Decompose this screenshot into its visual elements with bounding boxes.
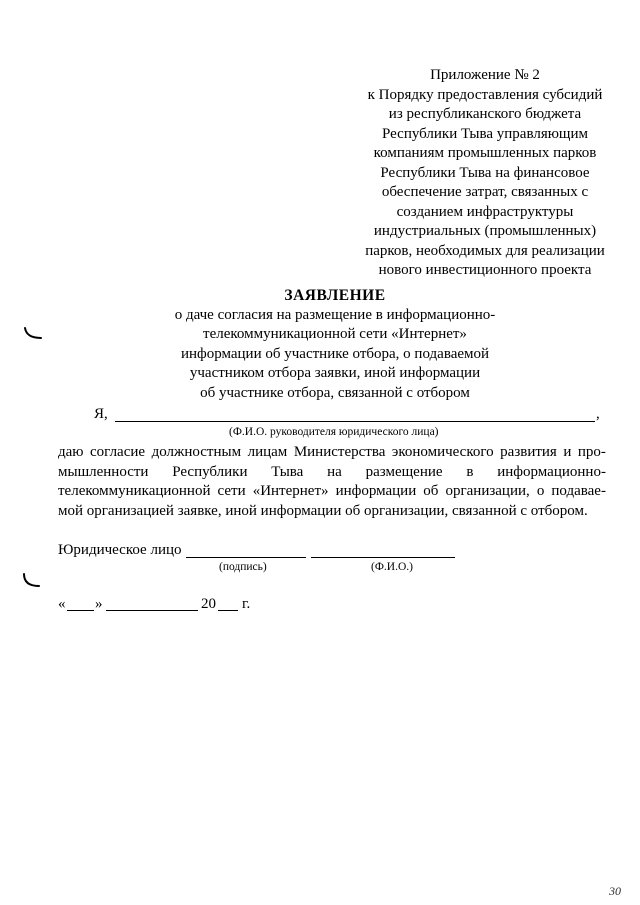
- appendix-line: нового инвестиционного проекта: [378, 262, 592, 278]
- signature-name-field[interactable]: [311, 557, 455, 558]
- appendix-header: [360, 66, 610, 281]
- appendix-line: созданием инфраструктуры: [396, 203, 574, 220]
- appendix-line: из республиканского бюджета: [388, 106, 582, 122]
- date-year-field[interactable]: [218, 610, 238, 611]
- appendix-line: к Порядку предоставления субсидий: [367, 86, 603, 103]
- date-day-field[interactable]: [67, 610, 94, 611]
- appendix-line: компаниям промышленных парков: [373, 145, 597, 161]
- margin-mark-icon: [22, 326, 44, 342]
- name-caption: (Ф.И.О.): [371, 561, 413, 573]
- consent-line: мой организацией заявке, иной информации об организации, связанной с отбором.: [58, 502, 588, 519]
- margin-mark-icon: [21, 572, 43, 590]
- date-close-quote: »: [95, 596, 103, 612]
- appendix-line: обеспечение затрат, связанных с: [381, 184, 589, 200]
- signature-caption: (подпись): [219, 561, 267, 573]
- appendix-line: индустриальных (промышленных): [373, 223, 597, 239]
- document-title: ЗАЯВЛЕНИЕ: [284, 287, 386, 304]
- consent-line: мышленности Республики Тыва на размещение в информационно-: [58, 463, 606, 480]
- date-month-field[interactable]: [106, 610, 198, 611]
- date-open-quote: «: [58, 596, 66, 612]
- date-year-suffix: г.: [242, 596, 251, 612]
- heading-line: телекоммуникационной сети «Интернет»: [203, 326, 467, 342]
- appendix-line: Республики Тыва на финансовое: [380, 164, 590, 181]
- consent-line: даю согласие должностным лицам Министерства экономического развития и про-: [58, 444, 606, 460]
- date-year-prefix: 20: [201, 596, 216, 612]
- heading-line: информации об участнике отбора, о подаваемой: [180, 345, 490, 362]
- heading-line: о даче согласия на размещение в информационно-: [174, 306, 496, 323]
- appendix-line: Республики Тыва управляющим: [381, 125, 588, 142]
- declarant-prefix: Я,: [94, 406, 108, 422]
- page-number-mark: 30: [609, 884, 621, 898]
- declarant-name-field[interactable]: [115, 421, 595, 422]
- declarant-caption: (Ф.И.О. руководителя юридического лица): [229, 426, 439, 438]
- consent-line: телекоммуникационной сети «Интернет» информации об организации, о подавае-: [58, 483, 606, 499]
- signature-label: Юридическое лицо: [58, 542, 182, 558]
- heading-line: участником отбора заявки, иной информации: [189, 365, 481, 381]
- consent-paragraph: [58, 443, 606, 521]
- appendix-line: Приложение № 2: [430, 67, 540, 83]
- heading-line: об участнике отбора, связанной с отбором: [200, 384, 470, 401]
- signature-field[interactable]: [186, 557, 306, 558]
- declarant-suffix: ,: [596, 406, 600, 422]
- appendix-line: парков, необходимых для реализации: [365, 242, 605, 259]
- document-heading: [100, 286, 570, 403]
